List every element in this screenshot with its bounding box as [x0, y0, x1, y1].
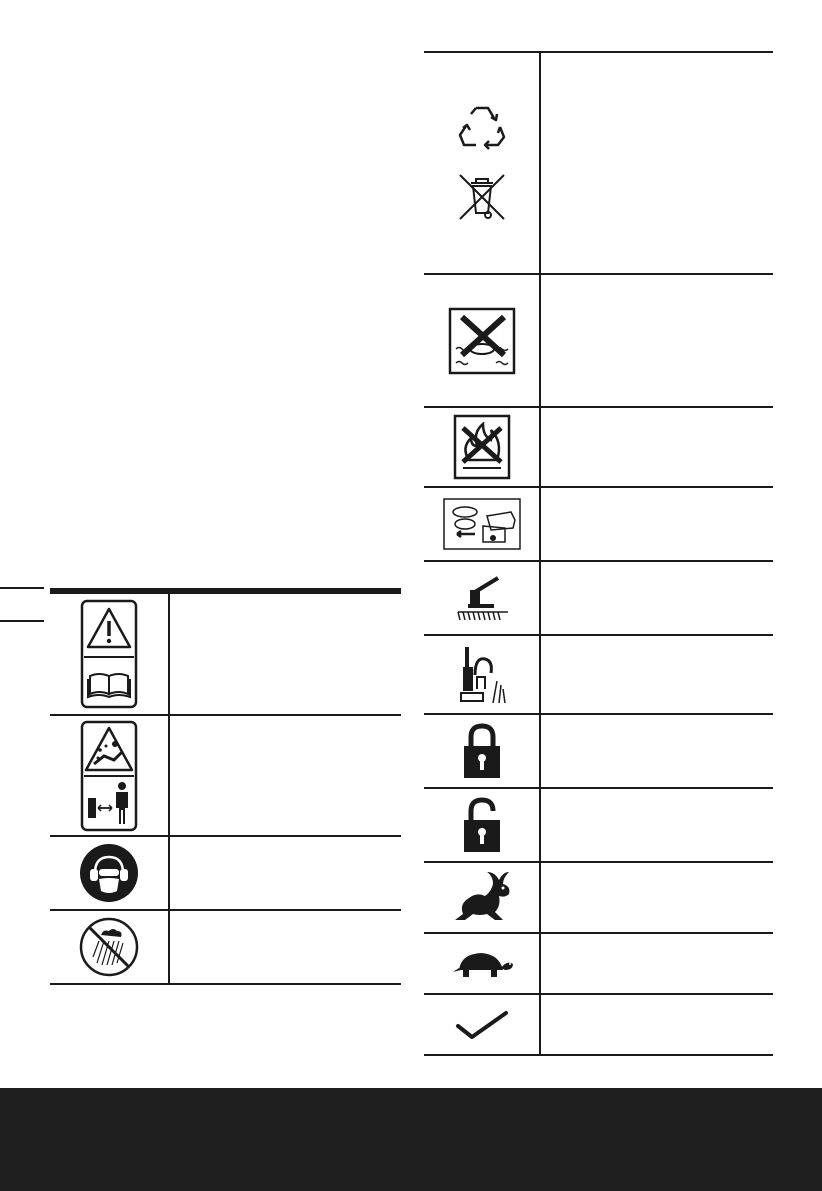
description-cell: [540, 635, 773, 714]
description-cell: [540, 788, 773, 862]
handle-lever-icon: [452, 576, 512, 620]
fast-speed-rabbit-icon: [449, 870, 515, 926]
description-cell: [540, 407, 773, 487]
thrown-objects-keep-distance-icon: [80, 720, 138, 832]
right-symbol-table: [424, 51, 773, 1056]
no-water-battery-icon: [448, 307, 516, 375]
table-row: [50, 836, 401, 910]
left-symbol-table: [50, 588, 401, 985]
margin-rule-top: [0, 587, 44, 589]
recycle-icon: [457, 101, 507, 151]
description-cell: [540, 994, 773, 1055]
description-cell: [540, 52, 773, 274]
table-row: [424, 561, 773, 635]
warning-read-manual-icon: [80, 599, 138, 709]
table-row: [424, 933, 773, 994]
description-cell: [540, 561, 773, 635]
table-row: [424, 274, 773, 407]
slow-speed-turtle-icon: [449, 950, 515, 978]
table-row: [50, 715, 401, 836]
description-cell: [169, 910, 401, 984]
no-fire-battery-icon: [453, 414, 511, 480]
description-cell: [540, 274, 773, 407]
unlock-icon: [462, 797, 502, 853]
wear-eye-ear-protection-icon: [79, 843, 139, 903]
check-icon: [455, 1010, 509, 1040]
table-row: [424, 635, 773, 714]
table-row: [424, 862, 773, 933]
table-row: [50, 910, 401, 984]
table-row: [424, 487, 773, 561]
description-cell: [169, 591, 401, 715]
description-cell: [540, 487, 773, 561]
description-cell: [169, 836, 401, 910]
lock-icon: [462, 723, 502, 779]
no-rain-icon: [79, 917, 139, 977]
height-adjust-icon: [455, 645, 509, 705]
description-cell: [169, 715, 401, 836]
table-row: [50, 591, 401, 715]
crossed-bin-icon: [454, 169, 510, 225]
table-row: [424, 407, 773, 487]
margin-rule-bottom: [0, 620, 44, 622]
battery-charger-icon: [443, 498, 521, 550]
table-row: [424, 788, 773, 862]
table-row: [424, 714, 773, 788]
footer-band: [0, 1088, 822, 1191]
description-cell: [540, 862, 773, 933]
table-row: [424, 52, 773, 274]
description-cell: [540, 933, 773, 994]
table-row: [424, 994, 773, 1055]
description-cell: [540, 714, 773, 788]
